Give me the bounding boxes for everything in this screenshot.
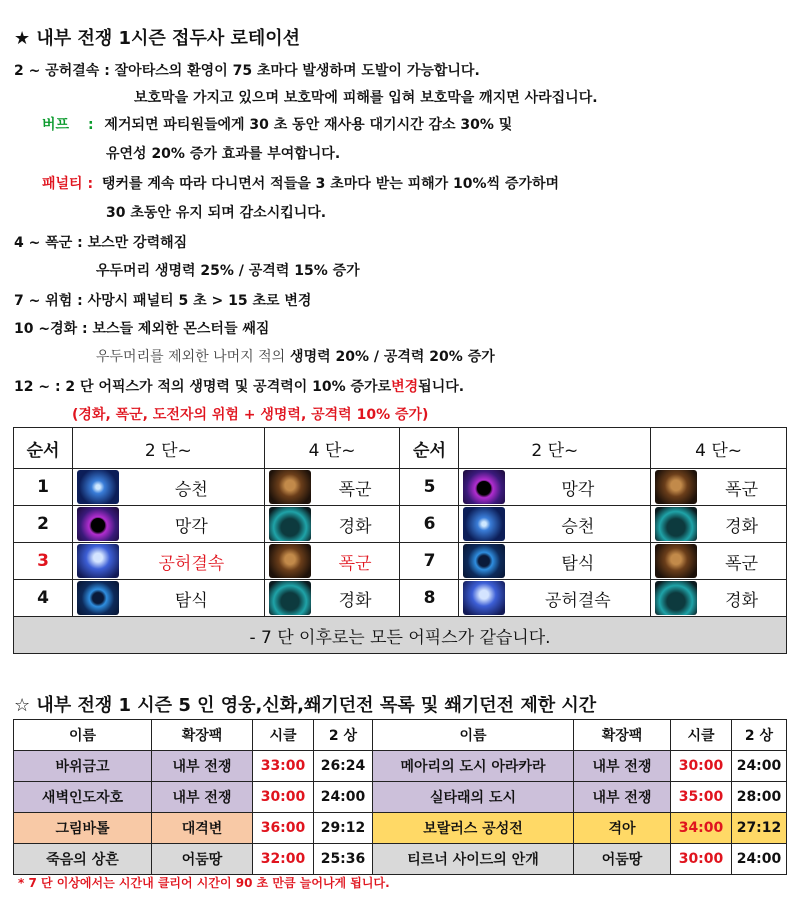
dungeon-expansion: 어둠땅 (152, 844, 253, 875)
dungeon-two-chest: 24:00 (314, 782, 373, 813)
affix-name: 탐식 (561, 553, 595, 574)
rotation-title: ★ 내부 전쟁 1시즌 접두사 로테이션 (14, 28, 301, 49)
affix-name: 폭군 (338, 553, 372, 574)
oblivion-icon (463, 470, 505, 504)
col-level4: 4 단~ (264, 428, 400, 469)
level12-note: (경화, 폭군, 도전자의 위험 + 생명력, 공격력 10% 증가) (72, 407, 429, 423)
affix-name: 망각 (561, 479, 595, 500)
dungeon-two-chest: 25:36 (314, 844, 373, 875)
dungeon-row (14, 751, 787, 782)
level12-desc-c: 됩니다. (418, 379, 465, 395)
fortified-desc-2a: 우두머리를 제외한 나머지 적의 (96, 349, 286, 365)
affix-name: 경화 (725, 590, 758, 611)
week-number: 6 (400, 506, 459, 543)
affix-name: 폭군 (725, 553, 758, 574)
dungeon-name: 죽음의 상흔 (14, 844, 152, 875)
dungeon-expansion: 내부 전쟁 (152, 751, 253, 782)
affix-name: 폭군 (725, 479, 758, 500)
dungeon-expansion: 내부 전쟁 (574, 751, 671, 782)
timer-note: * 7 단 이상에서는 시간내 클리어 시간이 90 초 만큼 늘어나게 됩니다. (18, 876, 390, 890)
voidbound-desc-2: 보호막을 가지고 있으며 보호막에 피해를 입혀 보호막을 깨지면 사라집니다. (134, 90, 598, 106)
week-number: 8 (400, 580, 459, 617)
col-two-chest: 2 상 (314, 720, 373, 751)
penalty-text-2: 30 초동안 유지 되며 감소시킵니다. (106, 205, 327, 221)
affix-row (14, 580, 787, 617)
level12-desc-a: 12 ~ : 2 단 어픽스가 적의 생명력 및 공격력이 10% 증가로 (14, 379, 392, 395)
dungeon-time: 36:00 (253, 813, 314, 844)
devour-icon (77, 581, 119, 615)
buff-row (42, 114, 512, 134)
dungeon-name: 티르너 사이드의 안개 (373, 844, 574, 875)
buff-text: 제거되면 파티원들에게 30 초 동안 재사용 대기시간 감소 30% 및 (104, 117, 513, 133)
dungeon-table (13, 719, 787, 875)
dungeon-time: 30:00 (671, 751, 732, 782)
affix-row (14, 543, 787, 580)
affix-name: 공허결속 (544, 590, 611, 611)
dungeon-name: 실타래의 도시 (373, 782, 574, 813)
affix-name: 경화 (338, 590, 372, 611)
level12-desc (14, 376, 464, 396)
penalty-text: 탱커를 계속 따라 다니면서 적들을 3 초마다 받는 피해가 10%씩 증가하며 (101, 176, 560, 192)
col-name: 이름 (14, 720, 152, 751)
dungeon-time: 35:00 (671, 782, 732, 813)
dungeon-expansion: 격아 (574, 813, 671, 844)
dungeon-row (14, 782, 787, 813)
voidbound-icon (463, 581, 505, 615)
affix-name: 공허결속 (158, 553, 225, 574)
affix-row (14, 506, 787, 543)
tyrannical-icon (655, 544, 697, 578)
dungeon-expansion: 내부 전쟁 (574, 782, 671, 813)
dungeon-expansion: 내부 전쟁 (152, 782, 253, 813)
dungeon-name: 새벽인도자호 (14, 782, 152, 813)
affix-name: 폭군 (338, 479, 372, 500)
week-number: 2 (14, 506, 73, 543)
ascension-icon (463, 507, 505, 541)
col-order: 순서 (14, 428, 73, 469)
col-two-chest-2: 2 상 (732, 720, 787, 751)
affix-name: 경화 (338, 516, 372, 537)
affix-row (14, 469, 787, 506)
col-level2-2: 2 단~ (459, 428, 651, 469)
affix-name: 승천 (174, 479, 208, 500)
penalty-row (42, 173, 559, 193)
fortified-desc-2 (96, 346, 495, 366)
tyrannical-icon (269, 544, 311, 578)
dungeon-two-chest: 24:00 (732, 844, 787, 875)
affix-name: 승천 (561, 516, 595, 537)
tyrannical-desc-2: 우두머리 생명력 25% / 공격력 15% 증가 (96, 263, 360, 279)
tyrannical-icon (269, 470, 311, 504)
dungeon-name: 보랄러스 공성전 (373, 813, 574, 844)
week-number: 7 (400, 543, 459, 580)
col-name-2: 이름 (373, 720, 574, 751)
penalty-label: 패널티 : (42, 176, 94, 192)
dungeon-two-chest: 26:24 (314, 751, 373, 782)
affix-footer: - 7 단 이후로는 모든 어픽스가 같습니다. (14, 617, 787, 654)
dungeon-row (14, 844, 787, 875)
col-level2: 2 단~ (73, 428, 265, 469)
voidbound-desc: 2 ~ 공허결속 : 잘아타스의 환영이 75 초마다 발생하며 도발이 가능합니다. (14, 63, 480, 79)
dungeon-two-chest: 27:12 (732, 813, 787, 844)
fortified-desc: 10 ~경화 : 보스들 제외한 몬스터들 쌔짐 (14, 321, 270, 337)
week-number: 3 (14, 543, 73, 580)
oblivion-icon (77, 507, 119, 541)
dungeon-name: 바위금고 (14, 751, 152, 782)
fortified-icon (655, 581, 697, 615)
dungeon-two-chest: 28:00 (732, 782, 787, 813)
buff-label: 버프 (42, 117, 70, 133)
week-number: 4 (14, 580, 73, 617)
dungeon-time: 30:00 (253, 782, 314, 813)
col-expansion-2: 확장팩 (574, 720, 671, 751)
col-time-limit-2: 시클 (671, 720, 732, 751)
fortified-icon (655, 507, 697, 541)
week-number: 5 (400, 469, 459, 506)
ascension-icon (77, 470, 119, 504)
dungeon-title: ☆ 내부 전쟁 1 시즌 5 인 영웅,신화,쐐기던전 목록 및 쐐기던전 제한 시간 (14, 695, 597, 716)
voidbound-icon (77, 544, 119, 578)
affix-name: 탐식 (174, 590, 208, 611)
affix-name: 경화 (725, 516, 758, 537)
dungeon-expansion: 대격변 (152, 813, 253, 844)
buff-text-2: 유연성 20% 증가 효과를 부여합니다. (106, 146, 341, 162)
dungeon-row (14, 813, 787, 844)
peril-desc: 7 ~ 위험 : 사망시 패널티 5 초 > 15 초로 변경 (14, 293, 312, 309)
dungeon-time: 32:00 (253, 844, 314, 875)
col-expansion: 확장팩 (152, 720, 253, 751)
affix-name: 망각 (174, 516, 208, 537)
fortified-icon (269, 507, 311, 541)
tyrannical-icon (655, 470, 697, 504)
week-number: 1 (14, 469, 73, 506)
dungeon-two-chest: 29:12 (314, 813, 373, 844)
level12-desc-b: 변경 (391, 379, 419, 395)
tyrannical-desc: 4 ~ 폭군 : 보스만 강력해짐 (14, 235, 188, 251)
dungeon-two-chest: 24:00 (732, 751, 787, 782)
fortified-icon (269, 581, 311, 615)
dungeon-time: 33:00 (253, 751, 314, 782)
dungeon-time: 34:00 (671, 813, 732, 844)
fortified-desc-2b: 생명력 20% / 공격력 20% 증가 (290, 349, 495, 365)
devour-icon (463, 544, 505, 578)
col-time-limit: 시클 (253, 720, 314, 751)
dungeon-time: 30:00 (671, 844, 732, 875)
affix-rotation-table (13, 427, 787, 654)
buff-colon: : (87, 117, 94, 133)
col-level4-2: 4 단~ (651, 428, 787, 469)
dungeon-name: 메아리의 도시 아라카라 (373, 751, 574, 782)
dungeon-name: 그림바톨 (14, 813, 152, 844)
col-order-2: 순서 (400, 428, 459, 469)
dungeon-expansion: 어둠땅 (574, 844, 671, 875)
